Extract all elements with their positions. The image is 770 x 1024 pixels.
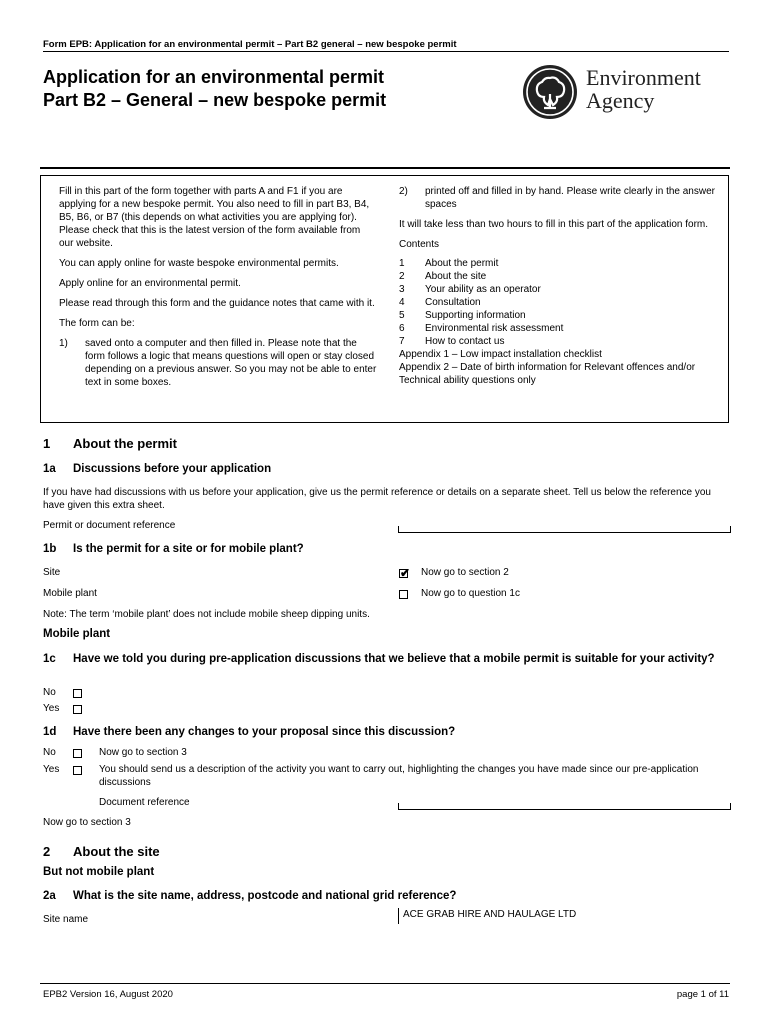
list-text: printed off and filled in by hand. Please write clearly in the answer spaces (425, 186, 715, 210)
intro-box (40, 175, 729, 423)
intro-right-column (399, 185, 721, 387)
contents-item (399, 296, 721, 309)
document-reference-field[interactable] (398, 803, 731, 810)
question-1c-no-label: No (43, 687, 56, 698)
footer-version: EPB2 Version 16, August 2020 (43, 989, 173, 1000)
checkmark-icon: ✔ (400, 566, 411, 580)
appendix-1: Appendix 1 – Low impact installation checklist (399, 349, 602, 360)
question-number: 1d (43, 726, 57, 738)
question-1b-heading (43, 543, 304, 555)
time-note: It will take less than two hours to fill in this part of the application form. (399, 219, 709, 230)
title-rule (40, 167, 730, 169)
logo-wordmark (586, 66, 701, 112)
question-1a-text: If you have had discussions with us before your application, give us the permit reference or details on a separate sheet. Tell us below the reference you have given this extra sheet. (43, 487, 711, 511)
option-mobile-plant-label: Mobile plant (43, 588, 97, 599)
intro-p1: Fill in this part of the form together with parts A and F1 if you are applying for a new bespoke permit. You also need to fill in part B3, B4, B5, B6, or B7 (this depends on what activities you are applying for). Please check that this is the latest version of the form available from our website. (59, 186, 370, 249)
contents-label: About the permit (425, 258, 499, 269)
footer-page-number: page 1 of 11 (676, 989, 729, 1000)
question-2a-heading (43, 890, 456, 902)
intro-left-column (59, 185, 377, 389)
intro-p3: Apply online for an environmental permit. (59, 278, 241, 289)
question-1d-heading (43, 726, 455, 738)
list-text: saved onto a computer and then filled in. Please note that the form follows a logic that means questions will open or stay closed depending on a previous answer. So you may not be able to enter text in some boxes. (85, 338, 377, 388)
logo-line1: Environment (586, 65, 701, 90)
list-number: 1) (59, 338, 68, 349)
contents-number: 7 (399, 336, 405, 347)
site-name-value: ACE GRAB HIRE AND HAULAGE LTD (403, 909, 577, 920)
contents-number: 1 (399, 258, 405, 269)
question-1c-yes-checkbox[interactable] (73, 705, 82, 714)
intro-list-item-2 (399, 185, 721, 211)
question-number: 2a (43, 890, 56, 902)
question-1c-yes-label: Yes (43, 703, 60, 714)
permit-reference-label: Permit or document reference (43, 520, 176, 531)
page-title-line1: Application for an environmental permit (43, 67, 385, 87)
document-reference-label: Document reference (99, 797, 190, 808)
contents-number: 6 (399, 323, 405, 334)
mobile-plant-note: Note: The term ‘mobile plant’ does not include mobile sheep dipping units. (43, 609, 370, 620)
question-number: 1b (43, 543, 57, 555)
question-1d-yes-text: You should send us a description of the activity you want to carry out, highlighting the changes you have made since our pre-application discussions (99, 764, 699, 788)
contents-item (399, 309, 721, 322)
intro-p4: Please read through this form and the guidance notes that came with it. (59, 298, 375, 309)
question-title: Have we told you during pre-application discussions that we believe that a mobile permit is suitable for your activity? (73, 653, 715, 665)
mobile-plant-checkbox[interactable] (399, 590, 408, 599)
contents-number: 4 (399, 297, 405, 308)
mobile-plant-heading: Mobile plant (43, 628, 111, 640)
question-title: Have there been any changes to your proposal since this discussion? (73, 726, 456, 738)
site-name-field[interactable] (398, 908, 730, 924)
question-1a-heading (43, 463, 271, 475)
question-1d-no-checkbox[interactable] (73, 749, 82, 758)
intro-p5: The form can be: (59, 318, 135, 329)
permit-reference-field[interactable] (398, 526, 731, 533)
contents-number: 2 (399, 271, 405, 282)
running-header: Form EPB: Application for an environmental permit – Part B2 general – new bespoke permit (43, 39, 457, 50)
header-rule (43, 51, 729, 52)
section-1-goto: Now go to section 3 (43, 817, 131, 828)
section-2-heading (43, 844, 160, 859)
section-2-subheading: But not mobile plant (43, 866, 155, 878)
section-number: 2 (43, 844, 51, 859)
option-site-label: Site (43, 567, 61, 578)
site-checkbox[interactable] (399, 566, 411, 580)
intro-list-item-1 (59, 337, 377, 389)
contents-label: Contents (399, 239, 440, 250)
contents-item (399, 322, 721, 335)
question-title: Discussions before your application (73, 463, 272, 475)
contents-item (399, 270, 721, 283)
logo-emblem-icon (522, 64, 578, 120)
section-number: 1 (43, 436, 51, 451)
mobile-plant-goto: Now go to question 1c (421, 588, 520, 599)
contents-label: Your ability as an operator (425, 284, 541, 295)
contents-item (399, 257, 721, 270)
appendix-2: Appendix 2 – Date of birth information for Relevant offences and/or Technical ability questions only (399, 362, 696, 386)
page-title-line2: Part B2 – General – new bespoke permit (43, 90, 387, 110)
contents-list (399, 257, 721, 348)
contents-label: About the site (425, 271, 487, 282)
site-goto: Now go to section 2 (421, 567, 509, 578)
question-number: 1c (43, 653, 56, 665)
question-1d-yes-checkbox[interactable] (73, 766, 82, 775)
logo-line2: Agency (586, 88, 655, 113)
section-1-heading (43, 436, 177, 451)
list-number: 2) (399, 186, 408, 197)
contents-label: Environmental risk assessment (425, 323, 564, 334)
question-title: What is the site name, address, postcode and national grid reference? (73, 890, 457, 902)
contents-label: Supporting information (425, 310, 526, 321)
contents-item (399, 283, 721, 296)
question-1d-yes-label: Yes (43, 764, 60, 775)
intro-p2: You can apply online for waste bespoke environmental permits. (59, 258, 339, 269)
site-name-label: Site name (43, 914, 89, 925)
question-1d-no-label: No (43, 747, 56, 758)
question-number: 1a (43, 463, 56, 475)
contents-number: 3 (399, 284, 405, 295)
contents-number: 5 (399, 310, 405, 321)
contents-label: Consultation (425, 297, 481, 308)
contents-item (399, 335, 721, 348)
section-title: About the site (73, 844, 160, 859)
page-title (43, 66, 386, 112)
environment-agency-logo (522, 64, 732, 120)
footer-rule (40, 983, 730, 984)
question-1d-no-goto: Now go to section 3 (99, 747, 187, 758)
question-title: Is the permit for a site or for mobile plant? (73, 543, 304, 555)
contents-label: How to contact us (425, 336, 505, 347)
question-1c-heading (43, 652, 733, 667)
question-1c-no-checkbox[interactable] (73, 689, 82, 698)
section-title: About the permit (73, 436, 177, 451)
